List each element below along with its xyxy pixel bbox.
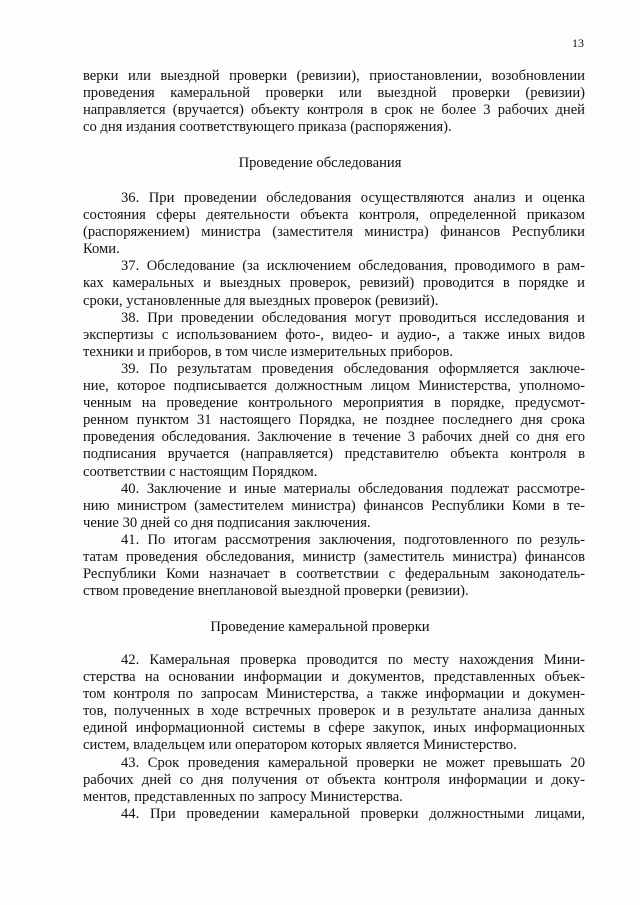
text-line: со дня издания соответствующего приказа (распоряжения). <box>83 119 452 136</box>
page-number: 13 <box>572 36 584 50</box>
text-line: 36. При проведении обследования осуществляются анализ и оценка <box>121 190 585 206</box>
text-line: подписания вручается (направляется) представителю объекта контроля в <box>83 446 585 463</box>
text-line: тов, полученных в ходе встречных проверок и в результате анализа данных <box>83 703 585 720</box>
text-line: ках камеральных и выездных проверок, ревизий) проводится в порядке и <box>83 275 585 292</box>
text-line: чение 30 дней со дня подписания заключения. <box>83 514 371 531</box>
text-line: ченным на проведение контрольного мероприятия в порядке, предусмот- <box>83 395 585 412</box>
text-line: 40. Заключение и иные материалы обследования подлежат рассмотре- <box>121 480 585 497</box>
text-line: 38. При проведении обследования могут проводиться исследования и <box>121 309 585 326</box>
text-line: 42. Камеральная проверка проводится по месту нахождения Мини- <box>121 652 585 668</box>
section-body <box>83 652 585 823</box>
text-line: систем, владельцем или оператором которых является Министерство. <box>83 737 517 754</box>
section-body <box>83 190 585 600</box>
text-line: 44. При проведении камеральной проверки должностными лицами, <box>121 805 585 822</box>
text-line: проведения обследования. Заключение в течение 3 рабочих дней со дня его <box>83 429 585 446</box>
text-line: (распоряжением) министра (заместителя министра) финансов Республики <box>83 224 585 241</box>
text-line: проведения камеральной проверки или выездной проверки (ревизии) <box>83 85 585 102</box>
text-line: 43. Срок проведения камеральной проверки не может превышать 20 <box>121 754 585 771</box>
text-line: состояния сферы деятельности объекта контроля, определенной приказом <box>83 207 585 224</box>
text-line: сроки, установленные для выездных проверок (ревизий). <box>83 292 439 309</box>
text-line: нию министром (заместителем министра) финансов Республики Коми в те- <box>83 497 585 514</box>
text-line: направляется (вручается) объекту контроля в срок не более 3 рабочих дней <box>83 102 585 119</box>
text-line: рабочих дней со дня получения от объекта контроля информации и доку- <box>83 771 585 788</box>
text-line: единой информационной системы в сфере закупок, иных информационных <box>83 720 585 737</box>
text-line: ментов, представленных по запросу Министерства. <box>83 788 403 805</box>
text-line: ством проведение внеплановой выездной проверки (ревизии). <box>83 583 469 600</box>
text-line: том контроля по запросам Министерства, а также информации и докумен- <box>83 686 585 703</box>
text-line: 39. По результатам проведения обследования оформляется заключе- <box>121 360 585 377</box>
intro-paragraph <box>83 68 585 136</box>
section-heading: Проведение камеральной проверки <box>210 619 430 635</box>
text-line: верки или выездной проверки (ревизии), приостановлении, возобновлении <box>83 68 585 84</box>
text-line: ренном пунктом 31 настоящего Порядка, не позднее последнего дня срока <box>83 412 585 429</box>
section-heading: Проведение обследования <box>238 155 402 171</box>
text-line: соответствии с настоящим Порядком. <box>83 463 318 480</box>
text-line: ние, которое подписывается должностным лицом Министерства, уполномо- <box>83 378 585 395</box>
text-line: Коми. <box>83 241 120 258</box>
text-line: 41. По итогам рассмотрения заключения, подготовленного по резуль- <box>121 531 585 548</box>
text-line: техники и приборов, в том числе измерительных приборов. <box>83 343 453 360</box>
text-line: стерства на основании информации и документов, представленных объек- <box>83 669 585 686</box>
text-line: экспертизы с использованием фото-, видео- и аудио-, а также иных видов <box>83 326 585 343</box>
text-line: Республики Коми назначает в соответствии с федеральным законодатель- <box>83 566 585 583</box>
text-line: 37. Обследование (за исключением обследования, проводимого в рам- <box>121 258 585 275</box>
text-line: татам проведения обследования, министр (заместитель министра) финансов <box>83 548 585 565</box>
